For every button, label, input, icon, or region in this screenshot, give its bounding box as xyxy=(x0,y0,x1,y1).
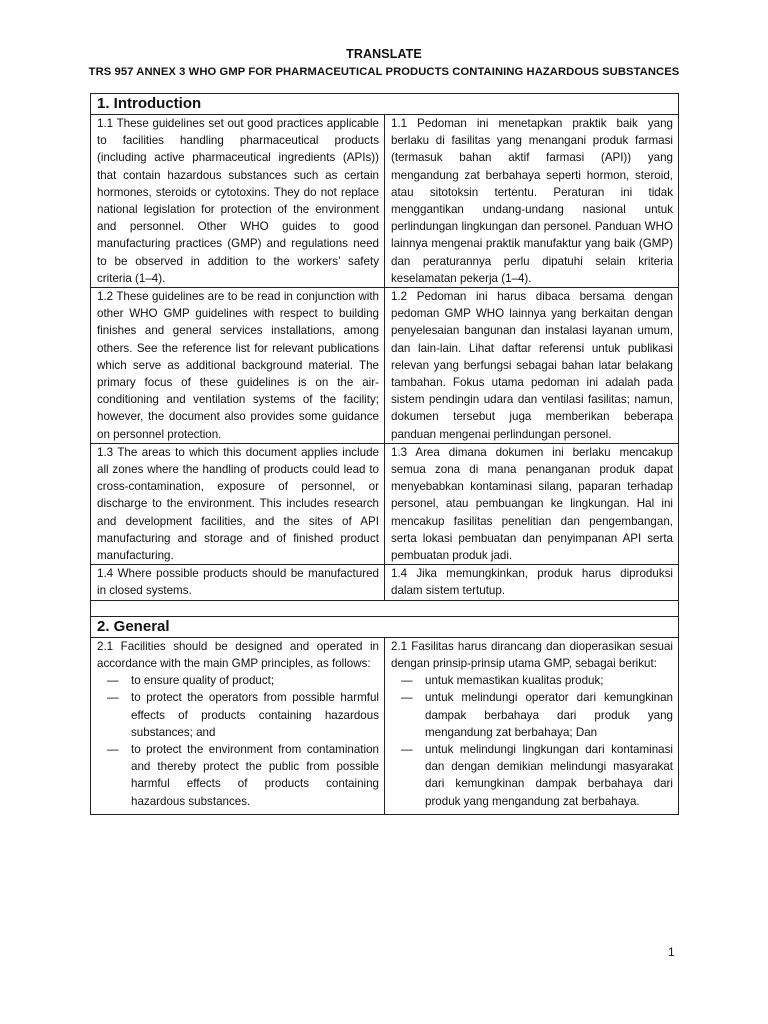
table-row xyxy=(91,288,679,444)
dash-marker: — xyxy=(107,674,119,688)
indonesian-cell: 1.2 Pedoman ini harus dibaca bersama dengan pedoman GMP WHO lainnya yang berkaitan dengan penyelesaian bangunan dan instalasi layanan umum, dan lain-lain. Lihat daftar referensi untuk publikasi relevan yang berfungsi sebagai bahan latar belakang tambahan. Fokus utama pedoman ini adalah pada sistem pendingin udara dan ventilasi fasilitas; namun, dokumen tersebut juga memberikan beberapa panduan mengenai perlindungan personel. xyxy=(385,288,679,444)
document-subtitle: TRS 957 ANNEX 3 WHO GMP FOR PHARMACEUTICAL PRODUCTS CONTAINING HAZARDOUS SUBSTANCES xyxy=(88,66,680,78)
list-item xyxy=(391,741,673,810)
indonesian-cell: 1.3 Area dimana dokumen ini berlaku mencakup semua zona di mana penanganan produk dapat menyebabkan kontaminasi silang, paparan terhadap personel, atau pembuangan ke lingkungan. Hal ini mencakup fasilitas penelitian dan pengembangan, serta lokasi pembuatan dan penyimpanan API serta pembuatan produk jadi. xyxy=(385,443,679,564)
document-title: TRANSLATE xyxy=(346,47,422,61)
translation-table xyxy=(90,93,679,815)
dash-marker: — xyxy=(401,691,413,705)
section-heading-row xyxy=(91,94,679,115)
dash-marker: — xyxy=(107,691,119,705)
dash-marker: — xyxy=(401,742,413,756)
english-intro: 2.1 Facilities should be designed and operated in accordance with the main GMP principles, as follows: xyxy=(97,639,379,670)
spacer-cell xyxy=(91,600,679,616)
dash-marker: — xyxy=(401,674,413,688)
section-heading-general: 2. General xyxy=(91,616,679,637)
english-list xyxy=(97,672,379,810)
section-heading-row xyxy=(91,616,679,637)
list-item xyxy=(97,672,379,689)
indonesian-cell: 1.4 Jika memungkinkan, produk harus diproduksi dalam sistem tertutup. xyxy=(385,565,679,600)
dash-marker: — xyxy=(107,742,119,756)
english-cell: 1.4 Where possible products should be manufactured in closed systems. xyxy=(91,565,385,600)
spacer-row xyxy=(91,600,679,616)
table-row xyxy=(91,637,679,814)
indonesian-cell xyxy=(385,637,679,814)
list-item-text: to protect the environment from contamination and thereby protect the public from possible harmful effects of products containing hazardous substances. xyxy=(131,742,379,808)
page-number: 1 xyxy=(668,945,675,959)
english-cell: 1.1 These guidelines set out good practices applicable to facilities handling pharmaceutical products (including active pharmaceutical ingredients (APIs)) that contain hazardous substances such as certain hormones, steroids or cytotoxins. They do not replace national legislation for protection of the environment and personnel. Other WHO guides to good manufacturing practices (GMP) and regulations need to be observed in addition to the workers’ safety criteria (1–4). xyxy=(91,115,385,288)
table-row xyxy=(91,443,679,564)
english-cell: 1.3 The areas to which this document applies include all zones where the handling of products could lead to cross-contamination, exposure of personnel, or discharge to the environment. This includes research and development facilities, and the sites of API manufacturing and storage and of finished product manufacturing. xyxy=(91,443,385,564)
list-item xyxy=(391,672,673,689)
indonesian-intro: 2.1 Fasilitas harus dirancang dan dioperasikan sesuai dengan prinsip-prinsip utama GMP, sebagai berikut: xyxy=(391,639,673,670)
list-item-text: untuk melindungi lingkungan dari kontaminasi dan dengan demikian melindungi masyarakat dari kemungkinan dampak berbahaya dari produk yang mengandung zat berbahaya. xyxy=(425,742,673,808)
list-item-text: to ensure quality of product; xyxy=(131,674,275,688)
list-item xyxy=(97,689,379,741)
list-item xyxy=(97,741,379,810)
section-heading-introduction: 1. Introduction xyxy=(91,94,679,115)
indonesian-cell: 1.1 Pedoman ini menetapkan praktik baik yang berlaku di fasilitas yang menangani produk farmasi (termasuk bahan aktif farmasi (API)) yang mengandung zat berbahaya seperti hormon, steroid, atau sitotoksin tertentu. Peraturan ini tidak menggantikan undang-undang nasional untuk perlindungan lingkungan dan personel. Panduan WHO lainnya mengenai praktik manufaktur yang baik (GMP) dan peraturannya perlu dipatuhi selain kriteria keselamatan pekerja (1–4). xyxy=(385,115,679,288)
list-item-text: untuk melindungi operator dari kemungkinan dampak berbahaya dari produk yang mengandung zat berbahaya; Dan xyxy=(425,691,673,739)
table-row xyxy=(91,565,679,600)
english-cell: 1.2 These guidelines are to be read in conjunction with other WHO GMP guidelines with respect to building finishes and general services installations, among others. See the reference list for relevant publications which serve as additional background material. The primary focus of these guidelines is on the air-conditioning and ventilation systems of the facility; however, the document also provides some guidance on personnel protection. xyxy=(91,288,385,444)
indonesian-list xyxy=(391,672,673,810)
list-item xyxy=(391,689,673,741)
list-item-text: untuk memastikan kualitas produk; xyxy=(425,674,604,688)
english-cell xyxy=(91,637,385,814)
list-item-text: to protect the operators from possible harmful effects of products containing hazardous substances; and xyxy=(131,691,379,739)
table-row xyxy=(91,115,679,288)
